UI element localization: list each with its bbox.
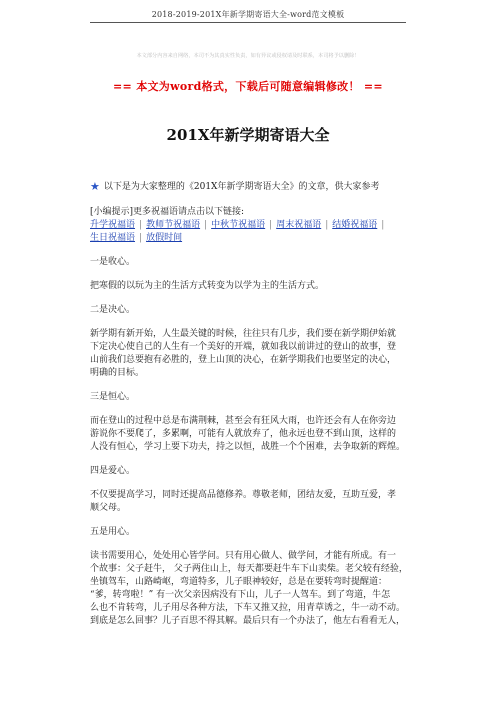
paragraph-line: 到底是怎么回事？儿子百思不得其解。最后只有一个办法了，他左右看看无人， bbox=[90, 616, 406, 626]
links-row-1 bbox=[90, 219, 410, 232]
paragraph-line: 而在登山的过程中总是布满荆棘，甚至会有狂风大雨，也许还会有人在你旁边 bbox=[90, 416, 397, 426]
paragraph-line: “爹，转弯啦！” 有一次父亲因病没有下山，儿子一人驾车。到了弯道，牛怎 bbox=[90, 590, 391, 600]
section-heading-1: 一是收心。 bbox=[90, 257, 136, 267]
section-heading-5: 五是用心。 bbox=[90, 527, 136, 537]
paragraph-line: 下定决心使自己的人生有一个美好的开端，就如我以前讲过的登山的故事，登 bbox=[90, 342, 397, 352]
link-mid-autumn-greetings[interactable]: 中秋节祝福语 bbox=[211, 220, 266, 230]
page-header-title: 2018-2019-201X年新学期寄语大全-word范文模板 bbox=[151, 10, 345, 19]
editor-prompt: [小编提示]更多祝福语请点击以下链接: bbox=[90, 207, 245, 217]
link-separator: | bbox=[325, 220, 329, 230]
link-separator: | bbox=[204, 220, 208, 230]
section-heading-2: 二是决心。 bbox=[90, 305, 136, 315]
section-paragraph-3 bbox=[90, 415, 410, 454]
document-body bbox=[90, 180, 410, 628]
header-divider bbox=[90, 22, 406, 23]
link-separator: | bbox=[139, 233, 143, 243]
disclaimer-text: 本文部分内容来自网络，本司不为其真实性负责，如有异议或侵权请及时联系，本司将予以删除！ bbox=[136, 53, 360, 59]
paragraph-line: 山前我们总要抱有必胜的，登上山顶的决心，在新学期我们也要坚定的决心， bbox=[90, 355, 397, 365]
section-paragraph-1 bbox=[90, 280, 410, 293]
paragraph-line: 么也不肯转弯，儿子用尽各种方法，下车又推又拉，用青草诱之，牛一动不动。 bbox=[90, 603, 406, 613]
link-holiday-schedule[interactable]: 放假时间 bbox=[146, 233, 183, 243]
paragraph-line: 明确的目标。 bbox=[90, 368, 145, 378]
paragraph-line: 把寒假的以玩为主的生活方式转变为以学为主的生活方式。 bbox=[90, 281, 325, 291]
link-teachers-day-greetings[interactable]: 教师节祝福语 bbox=[146, 220, 201, 230]
section-paragraph-5 bbox=[90, 550, 410, 628]
paragraph-line: 顺父母。 bbox=[90, 503, 127, 513]
paragraph-line: 不仅要提高学习，同时还提高品德修养。尊敬老师，团结友爱，互助互爱，孝 bbox=[90, 490, 397, 500]
section-heading-3: 三是恒心。 bbox=[90, 392, 136, 402]
document-title: 201X年新学期寄语大全 bbox=[166, 126, 330, 144]
paragraph-line: 人没有恒心，学习上要下功夫，持之以恒，战胜一个个困难，去争取新的辉煌。 bbox=[90, 442, 406, 452]
paragraph-line: 读书需要用心，处处用心皆学问。只有用心做人、做学问，才能有所成。有一 bbox=[90, 551, 397, 561]
star-icon: ★ bbox=[90, 180, 100, 193]
format-banner: == 本文为word格式，下载后可随意编辑修改！ == bbox=[113, 80, 383, 93]
section-paragraph-4 bbox=[90, 489, 410, 515]
intro-line bbox=[90, 180, 410, 194]
link-birthday-greetings[interactable]: 生日祝福语 bbox=[90, 233, 136, 243]
links-row-2 bbox=[90, 232, 410, 245]
link-wedding-greetings[interactable]: 结婚祝福语 bbox=[332, 220, 378, 230]
section-paragraph-2 bbox=[90, 328, 410, 380]
paragraph-line: 个故事：父子赶牛， 父子两住山上，每天都要赶牛车下山卖柴。老父较有经验， bbox=[90, 564, 408, 574]
paragraph-line: 新学期有新开始，人生最关键的时候，往往只有几步，我们要在新学期伊始就 bbox=[90, 329, 397, 339]
greeting-links bbox=[90, 219, 410, 245]
link-separator: | bbox=[381, 220, 385, 230]
intro-text: 以下是为大家整理的《201X年新学期寄语大全》的文章，供大家参考 bbox=[103, 182, 380, 192]
link-separator: | bbox=[139, 220, 143, 230]
link-graduation-greetings[interactable]: 升学祝福语 bbox=[90, 220, 136, 230]
paragraph-line: 坐镇驾车，山路崎岖，弯道特多，儿子眼神较好，总是在要转弯时提醒道： bbox=[90, 577, 388, 587]
section-heading-4: 四是爱心。 bbox=[90, 466, 136, 476]
link-weekend-greetings[interactable]: 周末祝福语 bbox=[276, 220, 322, 230]
link-separator: | bbox=[269, 220, 273, 230]
paragraph-line: 游说你不要爬了，多累啊，可能有人就放弃了，他永远也登不到山顶，这样的 bbox=[90, 429, 397, 439]
